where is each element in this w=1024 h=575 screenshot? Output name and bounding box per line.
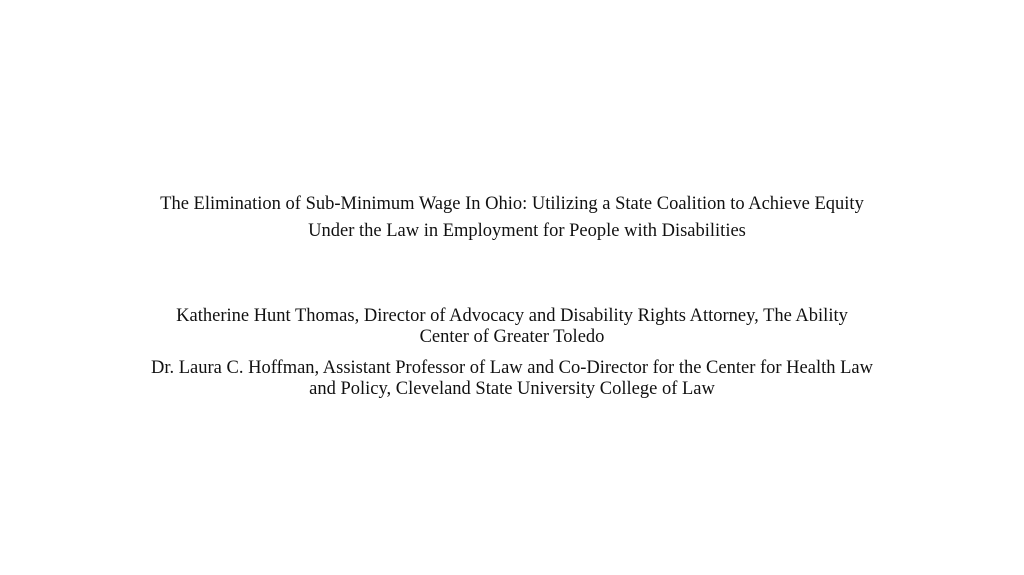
title-line: Under the Law in Employment for People with Disabilities xyxy=(308,221,746,241)
title-line: The Elimination of Sub-Minimum Wage In Ohio: Utilizing a State Coalition to Achieve Equity xyxy=(160,194,864,214)
author-line: Center of Greater Toledo xyxy=(419,327,605,347)
author-line: and Policy, Cleveland State University College of Law xyxy=(309,379,715,399)
author-line: Katherine Hunt Thomas, Director of Advocacy and Disability Rights Attorney, The Ability xyxy=(176,306,848,326)
author-line: Dr. Laura C. Hoffman, Assistant Professor of Law and Co-Director for the Center for Health Law xyxy=(151,358,873,378)
